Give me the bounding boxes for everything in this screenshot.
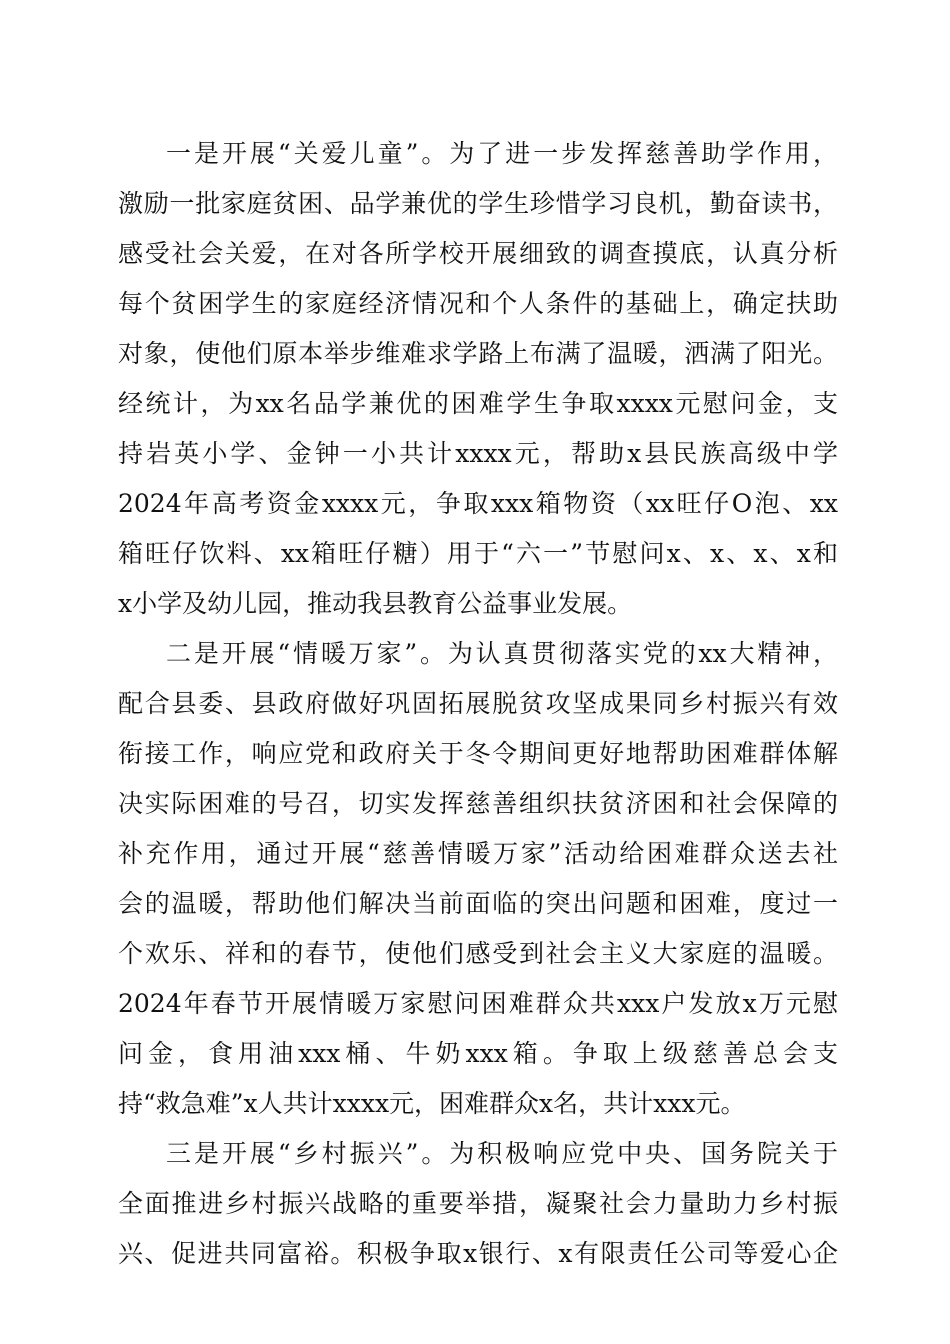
paragraph-3-line-3: 兴、促进共同富裕。积极争取x银行、x有限责任公司等爱心企 <box>118 1239 838 1268</box>
paragraph-2-line-2: 配合县委、县政府做好巩固拓展脱贫攻坚成果同乡村振兴有效 <box>118 689 838 718</box>
paragraph-3-line-2: 全面推进乡村振兴战略的重要举措，凝聚社会力量助力乡村振 <box>118 1189 838 1218</box>
paragraph-1-line-7: 持岩英小学、金钟一小共计xxxx元，帮助x县民族高级中学 <box>118 439 838 468</box>
paragraph-2-line-9: 问金，食用油xxx桶、牛奶xxx箱。争取上级慈善总会支 <box>118 1039 838 1068</box>
paragraph-1-line-3: 感受社会关爱，在对各所学校开展细致的调查摸底，认真分析 <box>118 239 838 268</box>
paragraph-3-line-1: 三是开展“乡村振兴”。为积极响应党中央、国务院关于 <box>166 1139 838 1168</box>
paragraph-1-line-4: 每个贫困学生的家庭经济情况和个人条件的基础上，确定扶助 <box>118 289 838 318</box>
paragraph-2-line-5: 补充作用，通过开展“慈善情暖万家”活动给困难群众送去社 <box>118 839 838 868</box>
paragraph-1-line-2: 激励一批家庭贫困、品学兼优的学生珍惜学习良机，勤奋读书， <box>118 189 838 218</box>
paragraph-1-line-5: 对象，使他们原本举步维难求学路上布满了温暖，洒满了阳光。 <box>118 339 838 368</box>
paragraph-2-line-7: 个欢乐、祥和的春节，使他们感受到社会主义大家庭的温暖。 <box>118 939 838 968</box>
paragraph-2-line-4: 决实际困难的号召，切实发挥慈善组织扶贫济困和社会保障的 <box>118 789 838 818</box>
paragraph-1-line-8: 2024年高考资金xxxx元，争取xxx箱物资（xx旺仔O泡、xx <box>118 489 838 518</box>
paragraph-2-line-10: 持“救急难”x人共计xxxx元，困难群众x名，共计xxx元。 <box>118 1089 746 1118</box>
paragraph-1-line-9: 箱旺仔饮料、xx箱旺仔糖）用于“六一”节慰问x、x、x、x和 <box>118 539 838 568</box>
paragraph-1-line-1: 一是开展“关爱儿童”。为了进一步发挥慈善助学作用， <box>166 139 838 168</box>
paragraph-2-line-3: 衔接工作，响应党和政府关于冬令期间更好地帮助困难群体解 <box>118 739 838 768</box>
paragraph-1-line-10: x小学及幼儿园，推动我县教育公益事业发展。 <box>118 589 633 618</box>
paragraph-2-line-1: 二是开展“情暖万家”。为认真贯彻落实党的xx大精神， <box>166 639 838 668</box>
paragraph-1-line-6: 经统计，为xx名品学兼优的困难学生争取xxxx元慰问金，支 <box>118 389 838 418</box>
paragraph-2-line-6: 会的温暖，帮助他们解决当前面临的突出问题和困难，度过一 <box>118 889 838 918</box>
paragraph-2-line-8: 2024年春节开展情暖万家慰问困难群众共xxx户发放x万元慰 <box>118 989 838 1018</box>
